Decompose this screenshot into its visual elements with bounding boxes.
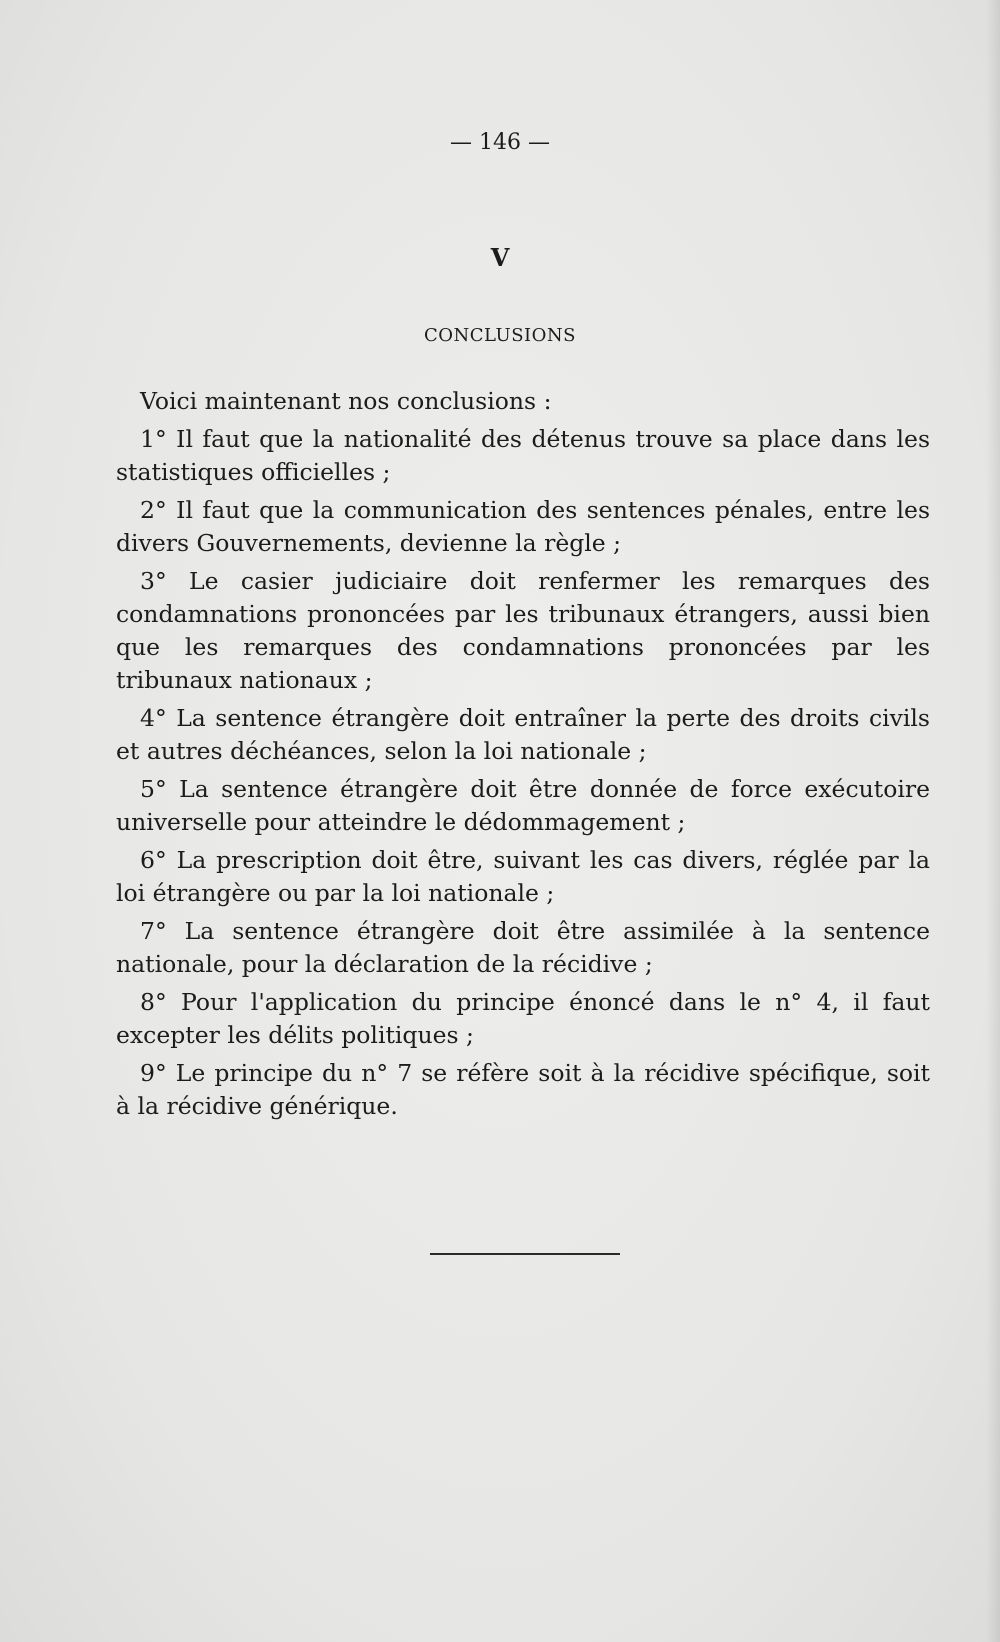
section-title: CONCLUSIONS — [424, 325, 576, 346]
conclusion-item-5: 5° La sentence étrangère doit être donnée de force exécutoire universelle pour atteindre le dédommagement ; — [116, 775, 930, 836]
conclusion-item-2: 2° Il faut que la communication des sentences pénales, entre les divers Gouvernements, devienne la règle ; — [116, 496, 930, 557]
conclusion-item-3: 3° Le casier judiciaire doit renfermer les remarques des condamnations prononcées par les tribunaux étrangers, aussi bien que les remarques des condamnations prononcées par les tribunaux nationaux ; — [116, 567, 930, 694]
conclusion-item-8: 8° Pour l'application du principe énoncé dans le n° 4, il faut excepter les délits politiques ; — [116, 988, 930, 1049]
conclusion-item-7: 7° La sentence étrangère doit être assimilée à la sentence nationale, pour la déclaration de la récidive ; — [116, 917, 930, 978]
body-text — [116, 385, 930, 1128]
conclusion-item-9: 9° Le principe du n° 7 se réfère soit à la récidive spécifique, soit à la récidive générique. — [116, 1059, 930, 1120]
paragraph-intro: Voici maintenant nos conclusions : — [140, 387, 552, 415]
conclusion-item-4: 4° La sentence étrangère doit entraîner la perte des droits civils et autres déchéances, selon la loi nationale ; — [116, 704, 930, 765]
closing-rule — [430, 1253, 620, 1255]
page-number: — 146 — — [450, 130, 550, 155]
section-numeral: V — [490, 243, 510, 272]
conclusion-item-6: 6° La prescription doit être, suivant les cas divers, réglée par la loi étrangère ou par la loi nationale ; — [116, 846, 930, 907]
conclusion-item-1: 1° Il faut que la nationalité des détenus trouve sa place dans les statistiques officielles ; — [116, 425, 930, 486]
